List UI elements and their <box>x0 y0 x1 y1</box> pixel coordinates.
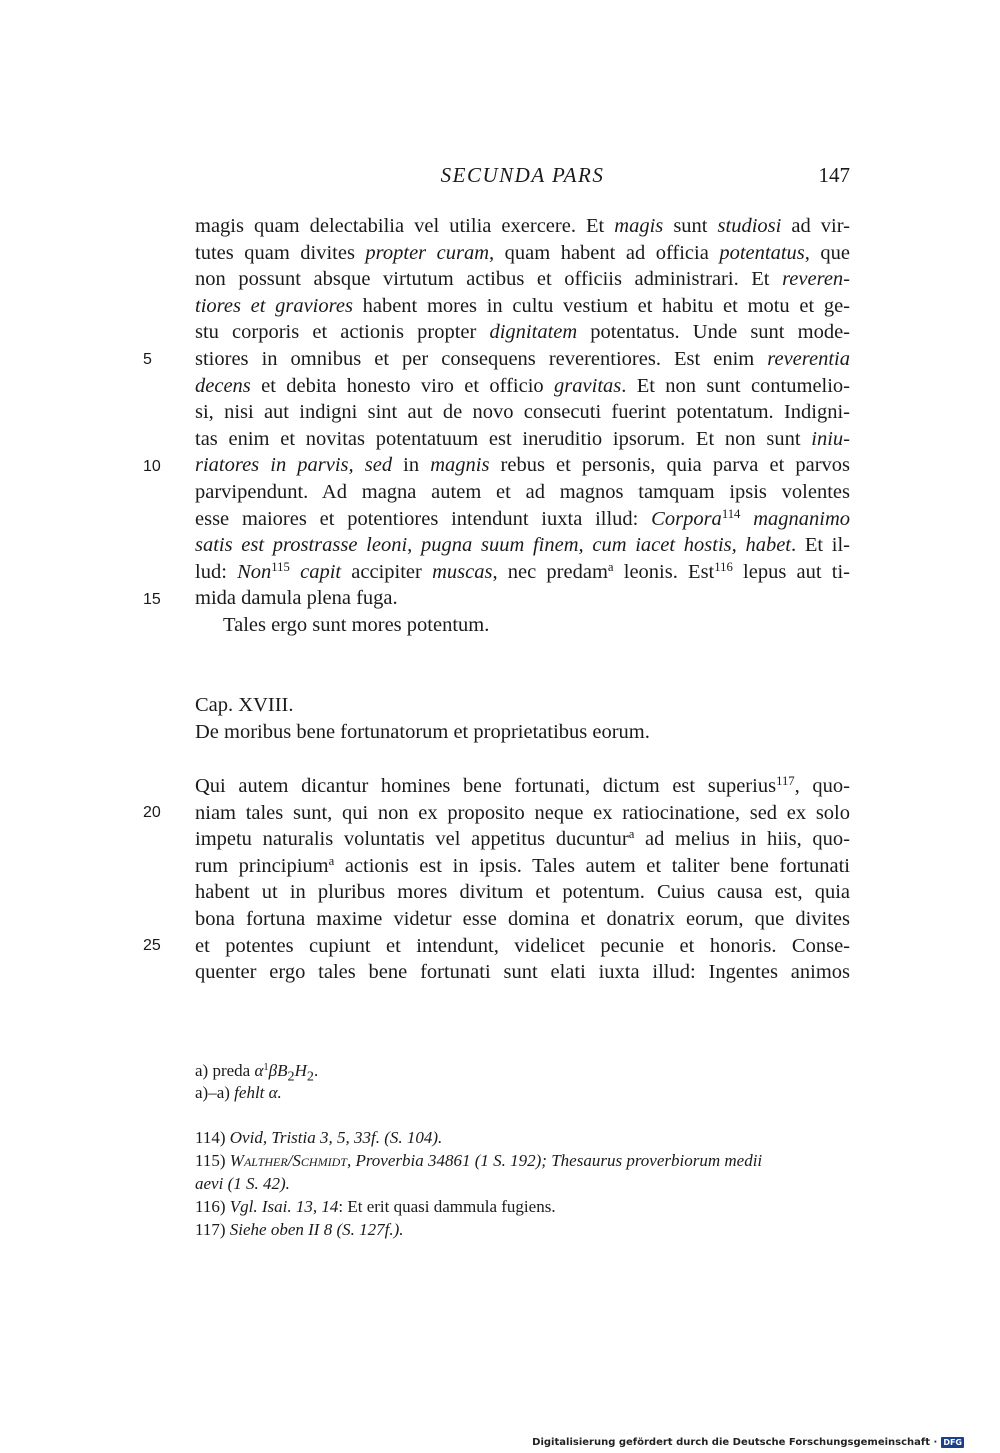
text-line: riatores in parvis, sed in magnis rebus et personis, quia parva et parvos <box>195 454 850 477</box>
text-line: Tales ergo sunt mores potentum. <box>223 614 490 636</box>
text-line: non possunt absque virtutum actibus et officiis administrari. Et reveren- <box>195 268 850 291</box>
text-line: et potentes cupiunt et intendunt, videlicet pecunie et honoris. Conse- <box>195 934 850 957</box>
line-number-5: 5 <box>143 351 152 368</box>
text-line: habent ut in pluribus mores divitum et potentum. Cuius causa est, quia <box>195 881 850 904</box>
footnote-114: 114) Ovid, Tristia 3, 5, 33f. (S. 104). <box>195 1128 443 1147</box>
footnote-117: 117) Siehe oben II 8 (S. 127f.). <box>195 1220 404 1239</box>
line-number-15: 15 <box>143 591 161 608</box>
running-head <box>195 163 850 193</box>
apparatus-entry: a) preda $\alpha^1\beta B_2H_2$. <box>195 1061 319 1082</box>
running-title: SECUNDA PARS <box>440 163 605 187</box>
footnote-115-cont: aevi (1 S. 42). <box>195 1174 290 1193</box>
line-number-10: 10 <box>143 458 161 475</box>
digitization-credit <box>532 1437 964 1448</box>
text-line: tas enim et novitas potentatuum est ineruditio ipsorum. Et non sunt iniu- <box>195 427 850 450</box>
text-line: decens et debita honesto viro et officio gravitas. Et non sunt contumelio- <box>195 374 850 397</box>
footnote-115: 115) Walther/Schmidt, Proverbia 34861 (1 S. 192); Thesaurus proverbiorum medii <box>195 1151 763 1170</box>
text-line: esse maiores et potentiores intendunt iuxta illud: Corpora$^{114}$ magnanimo <box>195 506 850 530</box>
text-line: lud: Non$^{115}$ capit accipiter muscas, nec predam$^a$ leonis. Est$^{116}$ lepus aut ti- <box>195 559 850 583</box>
text-line: bona fortuna maxime videtur esse domina et donatrix eorum, que divites <box>195 908 850 930</box>
text-line: rum principium$^a$ actionis est in ipsis. Tales autem et taliter bene fortunati <box>195 853 850 877</box>
text-line: niam tales sunt, qui non ex proposito neque ex ratiocinatione, sed ex solo <box>195 801 850 824</box>
text-line: impetu naturalis voluntatis vel appetitus ducuntur$^a$ ad melius in hiis, quo- <box>195 827 850 851</box>
credit-text: Digitalisierung gefördert durch die Deutsche Forschungsgemeinschaft · <box>532 1437 938 1448</box>
apparatus-entry: a)–a) fehlt α. <box>195 1083 282 1102</box>
chapter-title: De moribus bene fortunatorum et proprietatibus eorum. <box>195 721 650 743</box>
text-line: stiores in omnibus et per consequens reverentiores. Est enim reverentia <box>195 348 850 370</box>
footnote-116: 116) Vgl. Isai. 13, 14: Et erit quasi dammula fugiens. <box>195 1197 556 1216</box>
text-line: parvipendunt. Ad magna autem et ad magnos tamquam ipsis volentes <box>195 481 850 503</box>
text-line: tutes quam divites propter curam, quam habent ad officia potentatus, que <box>195 241 850 264</box>
page-number: 147 <box>818 163 850 187</box>
text-line: si, nisi aut indigni sint aut de novo consecuti fuerint potentatum. Indigni- <box>195 401 850 424</box>
text-line: stu corporis et actionis propter dignitatem potentatus. Unde sunt mode- <box>195 321 850 344</box>
line-number-20: 20 <box>143 804 161 821</box>
text-line: tiores et graviores habent mores in cultu vestium et habitu et motu et ge- <box>195 294 850 317</box>
text-line: magis quam delectabilia vel utilia exercere. Et magis sunt studiosi ad vir- <box>195 215 850 237</box>
text-line: mida damula plena fuga. <box>195 587 398 610</box>
text-line: Qui autem dicantur homines bene fortunati, dictum est superius$^{117}$, quo- <box>195 774 850 797</box>
text-line: satis est prostrasse leoni, pugna suum finem, cum iacet hostis, habet. Et il- <box>195 534 850 557</box>
dfg-logo: DFG <box>943 1438 962 1447</box>
text-line: quenter ergo tales bene fortunati sunt elati iuxta illud: Ingentes animos <box>195 961 850 984</box>
chapter-number: Cap. XVIII. <box>195 694 294 716</box>
line-number-25: 25 <box>143 937 161 954</box>
